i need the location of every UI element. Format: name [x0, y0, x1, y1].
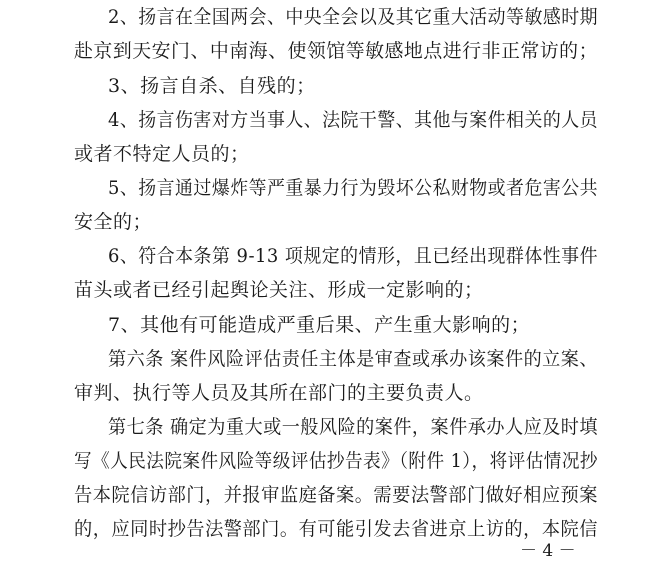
page-number: － 4 － — [520, 541, 576, 561]
text-line: 2、扬言在全国两会、中央全会以及其它重大活动等敏感时期 — [108, 6, 598, 28]
text-line: 第七条 确定为重大或一般风险的案件，案件承办人应及时填 — [108, 416, 598, 438]
text-line: 苗头或者已经引起舆论关注、形成一定影响的； — [74, 279, 484, 301]
text-line: 3、扬言自杀、自残的； — [108, 75, 316, 97]
text-line: 安全的； — [74, 211, 153, 233]
text-line: 4、扬言伤害对方当事人、法院干警、其他与案件相关的人员 — [108, 109, 598, 131]
text-line: 或者不特定人员的； — [74, 143, 250, 165]
text-line: 5、扬言通过爆炸等严重暴力行为毁坏公私财物或者危害公共 — [108, 177, 598, 199]
text-line: 6、符合本条第 9-13 项规定的情形，且已经出现群体性事件 — [108, 245, 598, 267]
text-line: 的，应同时抄告法警部门。有可能引发去省进京上访的，本院信 — [74, 518, 598, 540]
text-line: 赴京到天安门、中南海、使领馆等敏感地点进行非正常访的； — [74, 40, 598, 62]
text-line: 第六条 案件风险评估责任主体是审查或承办该案件的立案、 — [108, 348, 598, 370]
text-line: 7、其他有可能造成严重后果、产生重大影响的； — [108, 314, 531, 336]
text-line: 告本院信访部门，并报审监庭备案。需要法警部门做好相应预案 — [74, 484, 598, 506]
text-line: 写《人民法院案件风险等级评估抄告表》（附件 1），将评估情况抄 — [74, 450, 598, 472]
text-line: 审判、执行等人员及其所在部门的主要负责人。 — [74, 382, 484, 404]
